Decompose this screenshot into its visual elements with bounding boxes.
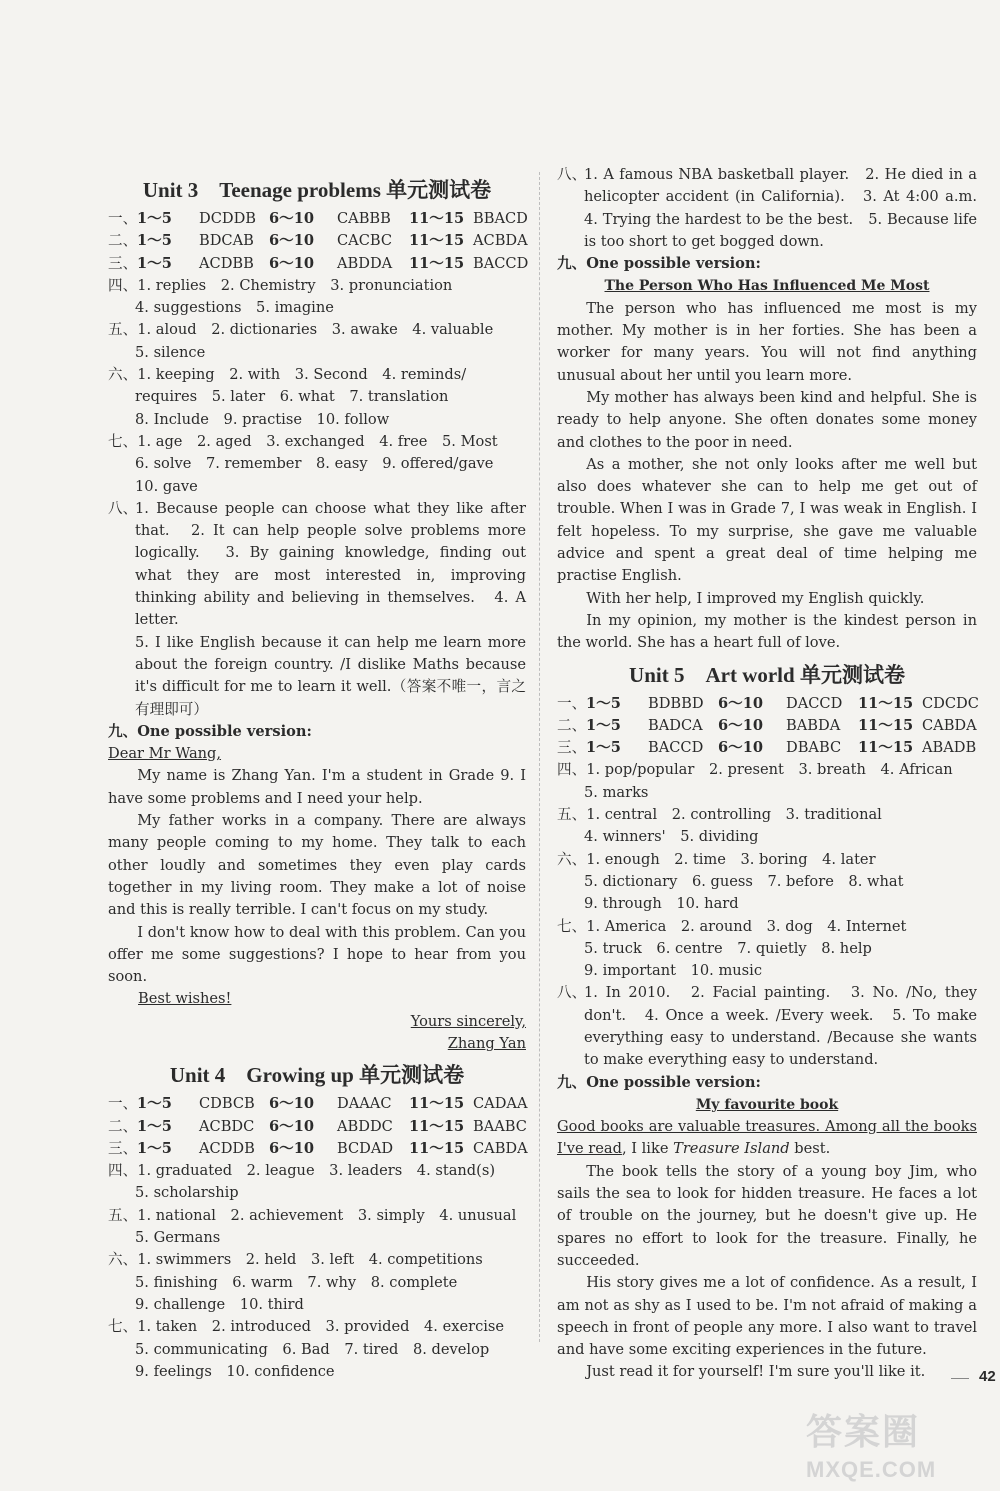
unit3-mc-row-3: 三、1～5 ACDBB 6～10 ABDDA 11～15 BACCD xyxy=(108,254,529,272)
unit5-section7-line3: 9. important 10. music xyxy=(584,962,763,980)
unit4-essay-paragraph-1: The person who has influenced me most is my mother. My mother is in her forties. She has been a worker for many years. You will not find anything unusual about her until you learn more. xyxy=(557,299,977,384)
left-column xyxy=(108,170,529,1383)
unit3-mc-answers xyxy=(108,208,529,275)
unit3-section4-line2: 4. suggestions 5. imagine xyxy=(135,299,334,317)
unit4-section5-line2: 5. Germans xyxy=(135,1229,221,1247)
unit5-section8-answers: 1. In 2010. 2. Facial painting. 3. No. /No, they don't. 4. Once a week. /Every week. 5. To make everything easy to understand. /Because she wants to make everything easy to understand. xyxy=(584,984,977,1069)
unit5-section5-line2: 4. winners' 5. dividing xyxy=(584,828,759,846)
unit5-section6-line2: 5. dictionary 6. guess 7. before 8. what xyxy=(584,872,904,890)
letter-paragraph-2: My father works in a company. There are always many people coming to my home. They talk to each other loudly and sometimes they even play cards together in my living room. They make a lot of noise and this is really terrible. I can't focus on my study. xyxy=(108,812,526,919)
unit3-section8 xyxy=(108,498,526,721)
unit3-section8-answer5: 5. I like English because it can help me learn more about the foreign country. /I dislike Maths because it's difficult for me to learn it well.（答案不唯一，言之有理即可） xyxy=(135,633,526,718)
unit5-mc-row-3: 三、1～5 BACCD 6～10 DBABC 11～15 ABADB xyxy=(557,739,977,757)
unit4-essay-title: The Person Who Has Influenced Me Most xyxy=(604,278,930,295)
column-divider xyxy=(539,172,540,1342)
unit4-essay-paragraph-3: As a mother, she not only looks after me well but also does whatever she can to help me get out of trouble. When I was in Grade 7, I was weak in English. I felt hopeless. To my surprise, she gave me valuable advice and spent a great deal of time helping me practise English. xyxy=(557,455,977,585)
unit3-title: Unit 3 Teenage problems 单元测试卷 xyxy=(142,178,492,202)
unit5-essay-paragraph-1: Good books are valuable treasures. Among all the books I've read, I like Treasure Island best. xyxy=(557,1118,977,1158)
letter-greeting: Dear Mr Wang, xyxy=(108,745,222,763)
unit5-essay-title: My favourite book xyxy=(695,1096,839,1113)
unit4-section6-line2: 5. finishing 6. warm 7. why 8. complete xyxy=(135,1273,458,1291)
unit3-section6-line3: 8. Include 9. practise 10. follow xyxy=(135,410,390,428)
unit5-section6-line1: 六、1. enough 2. time 3. boring 4. later xyxy=(557,850,876,868)
unit3-section7-line1: 七、1. age 2. aged 3. exchanged 4. free 5. Most xyxy=(108,432,498,450)
letter-closing: Yours sincerely, xyxy=(410,1012,526,1030)
unit4-essay-paragraph-4: With her help, I improved my English quickly. xyxy=(586,589,925,607)
book-title: Treasure Island xyxy=(673,1140,790,1158)
unit3-section6-line1: 六、1. keeping 2. with 3. Second 4. reminds/ xyxy=(108,366,467,384)
unit5-mc-answers xyxy=(557,693,977,760)
unit3-section7-line3: 10. gave xyxy=(135,477,198,495)
unit3-section4-line1: 四、1. replies 2. Chemistry 3. pronunciation xyxy=(108,276,453,294)
unit4-essay-paragraph-2: My mother has always been kind and helpful. She is ready to help anyone. She often donates some money and clothes to the poor in need. xyxy=(557,388,977,451)
unit3-section7-line2: 6. solve 7. remember 8. easy 9. offered/gave xyxy=(135,455,494,473)
unit4-section4-line1: 四、1. graduated 2. league 3. leaders 4. stand(s) xyxy=(108,1162,496,1180)
watermark-url: MXQE.COM xyxy=(806,1457,937,1482)
unit4-mc-answers xyxy=(108,1093,526,1160)
letter-paragraph-1: My name is Zhang Yan. I'm a student in Grade 9. I have some problems and I need your help. xyxy=(108,767,526,807)
unit5-section8-label: 八、 xyxy=(557,984,587,1002)
unit4-section6-line1: 六、1. swimmers 2. held 3. left 4. competitions xyxy=(108,1251,483,1269)
page-number-rule xyxy=(951,1378,969,1379)
unit3-section5-line2: 5. silence xyxy=(135,343,206,361)
unit5-section8 xyxy=(557,982,977,1071)
unit4-section9-heading: 九、One possible version: xyxy=(557,255,761,273)
unit5-section4-line1: 四、1. pop/popular 2. present 3. breath 4. African xyxy=(557,761,953,779)
unit5-section6-line3: 9. through 10. hard xyxy=(584,895,739,913)
unit3-mc-row-2: 二、1～5 BDCAB 6～10 CACBC 11～15 ACBDA xyxy=(108,232,528,250)
unit3-section6-line2: requires 5. later 6. what 7. translation xyxy=(135,388,449,406)
watermark-logo-text: 答案圈 xyxy=(806,1411,921,1452)
unit4-essay-paragraph-5: In my opinion, my mother is the kindest person in the world. She has a heart full of love. xyxy=(557,611,977,652)
unit4-section8-label: 八、 xyxy=(557,166,587,183)
unit3-section5-line1: 五、1. aloud 2. dictionaries 3. awake 4. valuable xyxy=(108,321,494,339)
unit5-mc-row-1: 一、1～5 BDBBD 6～10 DACCD 11～15 CDCDC xyxy=(557,694,979,712)
unit4-section8-answers: 1. A famous NBA basketball player. 2. He died in a helicopter accident (in California). 3. At 4:00 a.m. 4. Trying the hardest to be the best. 5. Because life is too short to get bogged down. xyxy=(584,166,992,250)
unit5-mc-row-2: 二、1～5 BADCA 6～10 BABDA 11～15 CABDA xyxy=(557,716,977,734)
unit4-section7-line3: 9. feelings 10. confidence xyxy=(135,1362,335,1380)
letter-paragraph-3: I don't know how to deal with this problem. Can you offer me some suggestions? I hope to hear from you soon. xyxy=(108,923,526,986)
unit4-section4-line2: 5. scholarship xyxy=(135,1184,239,1202)
unit5-essay-paragraph-4: Just read it for yourself! I'm sure you'll like it. xyxy=(586,1363,926,1381)
unit4-mc-row-1: 一、1～5 CDBCB 6～10 DAAAC 11～15 CADAA xyxy=(108,1095,528,1113)
unit3-section9-heading: 九、One possible version: xyxy=(108,722,312,740)
letter-wishes: Best wishes! xyxy=(138,990,232,1008)
unit4-section8 xyxy=(557,164,992,253)
mc-label: 一、 xyxy=(108,210,138,227)
unit3-section8-label: 八、 xyxy=(108,499,138,517)
unit4-section7-line2: 5. communicating 6. Bad 7. tired 8. develop xyxy=(135,1340,490,1358)
unit5-essay-paragraph-3: His story gives me a lot of confidence. As a result, I am not as shy as I used to be. I'm not afraid of making a speech in front of people any more. I also want to travel and have some exciting experiences in the future. xyxy=(557,1274,977,1359)
letter-signature: Zhang Yan xyxy=(447,1034,526,1052)
unit4-title: Unit 4 Growing up 单元测试卷 xyxy=(169,1063,465,1088)
unit3-mc-row-1: 一、1～5 DCDDB 6～10 CABBB 11～15 BBACD xyxy=(108,208,526,230)
unit5-section9-heading: 九、One possible version: xyxy=(557,1073,761,1091)
unit5-section5-line1: 五、1. central 2. controlling 3. traditional xyxy=(557,806,882,824)
unit5-section7-line2: 5. truck 6. centre 7. quietly 8. help xyxy=(584,939,872,957)
unit5-section7-line1: 七、1. America 2. around 3. dog 4. Internet xyxy=(557,917,907,935)
unit5-essay-paragraph-2: The book tells the story of a young boy Jim, who sails the sea to look for hidden treasure. He faces a lot of trouble on the journey, but he doesn't give up. He spares no effort to look for the treasure. Finally, he succeeded. xyxy=(557,1162,977,1269)
page-number: 42 xyxy=(979,1368,996,1385)
unit4-mc-row-3: 三、1～5 ACDDB 6～10 BCDAD 11～15 CABDA xyxy=(108,1139,528,1157)
unit5-section4-line2: 5. marks xyxy=(584,783,649,801)
unit4-section6-line3: 9. challenge 10. third xyxy=(135,1295,304,1313)
unit4-mc-row-2: 二、1～5 ACBDC 6～10 ABDDC 11～15 BAABC xyxy=(108,1117,527,1135)
unit4-section5-line1: 五、1. national 2. achievement 3. simply 4. unusual xyxy=(108,1206,517,1224)
watermark xyxy=(806,1404,936,1483)
unit4-section7-line1: 七、1. taken 2. introduced 3. provided 4. exercise xyxy=(108,1318,505,1336)
unit5-title: Unit 5 Art world 单元测试卷 xyxy=(629,662,905,687)
unit3-section8-answers: 1. Because people can choose what they like after that. 2. It can help people solve problems more logically. 3. By gaining knowledge, finding out what they are most interested in, improving thinking ability and believing in themselves. 4. A letter. xyxy=(135,499,526,629)
